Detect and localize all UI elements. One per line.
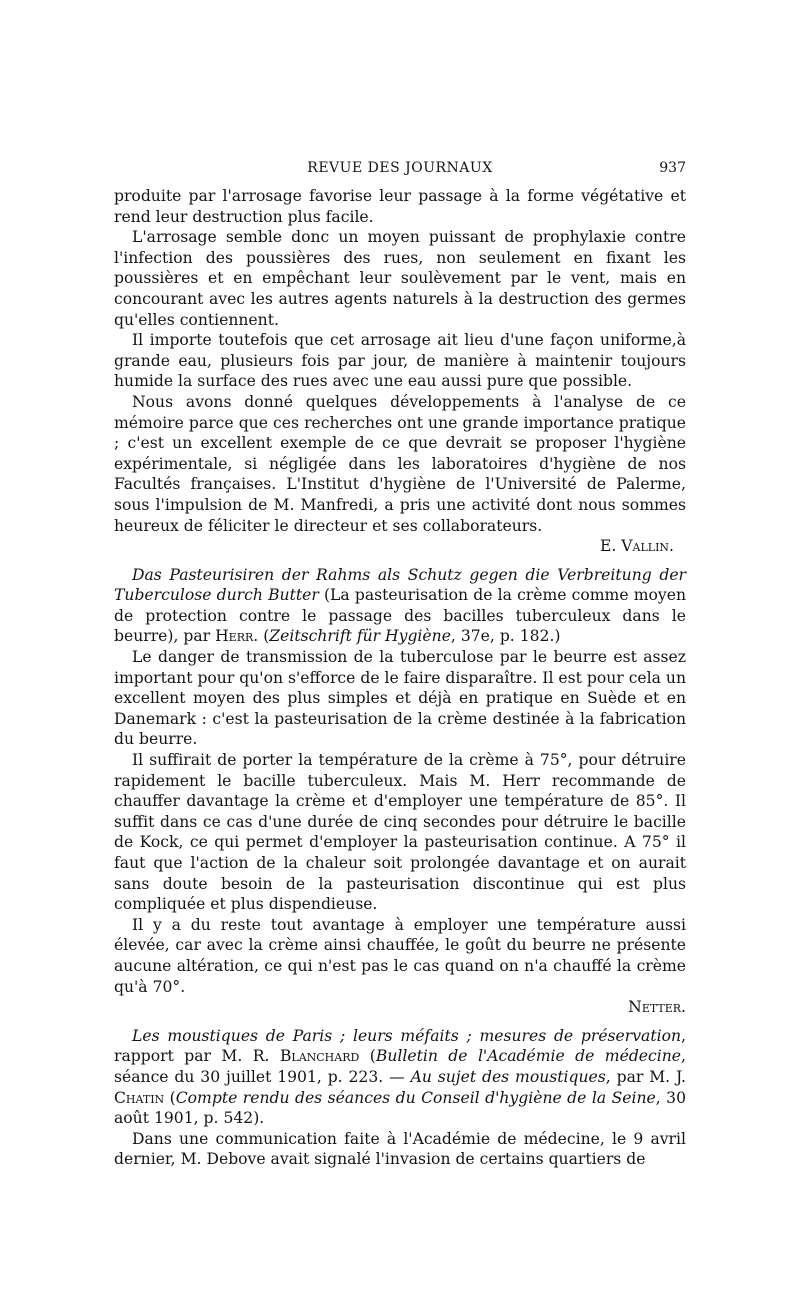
article-heading xyxy=(114,1026,686,1129)
paragraph: Il importe toutefois que cet arrosage ait lieu d'une façon uniforme,à grande eau, plusieurs fois par jour, de manière à maintenir toujours humide la surface des rues avec une eau aussi pure que possible. xyxy=(114,331,686,391)
running-header xyxy=(114,158,686,180)
document-page xyxy=(114,158,686,1170)
citation-text: , 37e, p. 182.) xyxy=(450,627,561,646)
page-number: 937 xyxy=(659,160,686,176)
author-name: Blanchard xyxy=(279,1047,360,1066)
author-name: Chatin xyxy=(114,1088,165,1107)
journal-name: Compte rendu des séances du Conseil d'hygiène de la Seine xyxy=(175,1088,656,1107)
signature: E. Vallin. xyxy=(599,537,674,556)
article-heading xyxy=(114,565,686,647)
article-title-translation: (La pasteurisation de la crème comme moyen de protection contre le passage des bacilles tuberculeux dans le beurre), par xyxy=(114,586,686,646)
signature: Netter. xyxy=(628,998,686,1017)
paragraph: Dans une communication faite à l'Académie de médecine, le 9 avril dernier, M. Debove avait signalé l'invasion de certains quartiers de xyxy=(114,1129,686,1169)
citation-text: , rapport par M. R. xyxy=(114,1026,686,1066)
citation-text: ( xyxy=(164,1088,176,1107)
paragraph: Le danger de transmission de la tuberculose par le beurre est assez important pour qu'on s'efforce de le faire disparaître. Il est pour cela un excellent moyen des plus simples et déjà en pratique en Suède et en Danemark : c'est la pasteurisation de la crème destinée à la fabrication du beurre. xyxy=(114,648,686,749)
paragraph: Nous avons donné quelques développements à l'analyse de ce mémoire parce que ces recherches ont une grande importance pratique ; c'est un excellent exemple de ce que devrait se proposer l'hygiène expérimentale, si négligée dans les laboratoires d'hygiène de nos Facultés françaises. L'Institut d'hygiène de l'Université de Palerme, sous l'impulsion de M. Manfredi, a pris une activité dont nous sommes heureux de féliciter le directeur et ses collaborateurs. xyxy=(114,392,686,535)
journal-section-title: REVUE DES JOURNAUX xyxy=(307,160,493,176)
paragraph: L'arrosage semble donc un moyen puissant de prophylaxie contre l'infection des poussières des rues, non seulement en fixant les poussières et en empêchant leur soulèvement par le vent, mais en concourant avec les autres agents naturels à la destruction des germes qu'elles contiennent. xyxy=(114,228,686,329)
author-name: Herr xyxy=(215,627,254,646)
citation-text: . ( xyxy=(253,627,270,646)
journal-name: Zeitschrift für Hygiène xyxy=(269,627,451,646)
citation-text: , par M. J. xyxy=(605,1067,686,1086)
citation-text: , séance du 30 juillet 1901, p. 223. — xyxy=(114,1047,686,1086)
article-title: Les moustiques de Paris ; leurs méfaits ; mesures de préservation xyxy=(132,1026,682,1045)
paragraph: Il y a du reste tout avantage à employer une température aussi élevée, car avec la crème ainsi chauffée, le goût du beurre ne présente aucune altération, ce qui n'est pas le cas quand on n'a chauffé la crème qu'à 70°. xyxy=(114,915,686,996)
citation-text: ( xyxy=(359,1047,376,1066)
article-title: Au sujet des moustiques xyxy=(410,1067,606,1086)
paragraph: produite par l'arrosage favorise leur passage à la forme végétative et rend leur destruction plus facile. xyxy=(114,187,686,226)
journal-name: Bulletin de l'Académie de médecine xyxy=(375,1047,682,1066)
article-title: Das Pasteurisiren der Rahms als Schutz gegen die Verbreitung der Tuberculose durch Butter xyxy=(114,565,686,605)
paragraph: Il suffirait de porter la température de la crème à 75°, pour détruire rapidement le bacille tuberculeux. Mais M. Herr recommande de chauffer davantage la crème et d'employer une température de 85°. Il suffit dans ce cas d'une durée de cinq secondes pour détruire le bacille de Kock, ce qui permet d'employer la pasteurisation continue. A 75° il faut que l'action de la chaleur soit prolongée davantage et on aurait sans doute besoin de la pasteurisation discontinue qui est plus compliquée et plus dispendieuse. xyxy=(114,751,686,914)
citation-text: , 30 août 1901, p. 542). xyxy=(114,1088,687,1128)
